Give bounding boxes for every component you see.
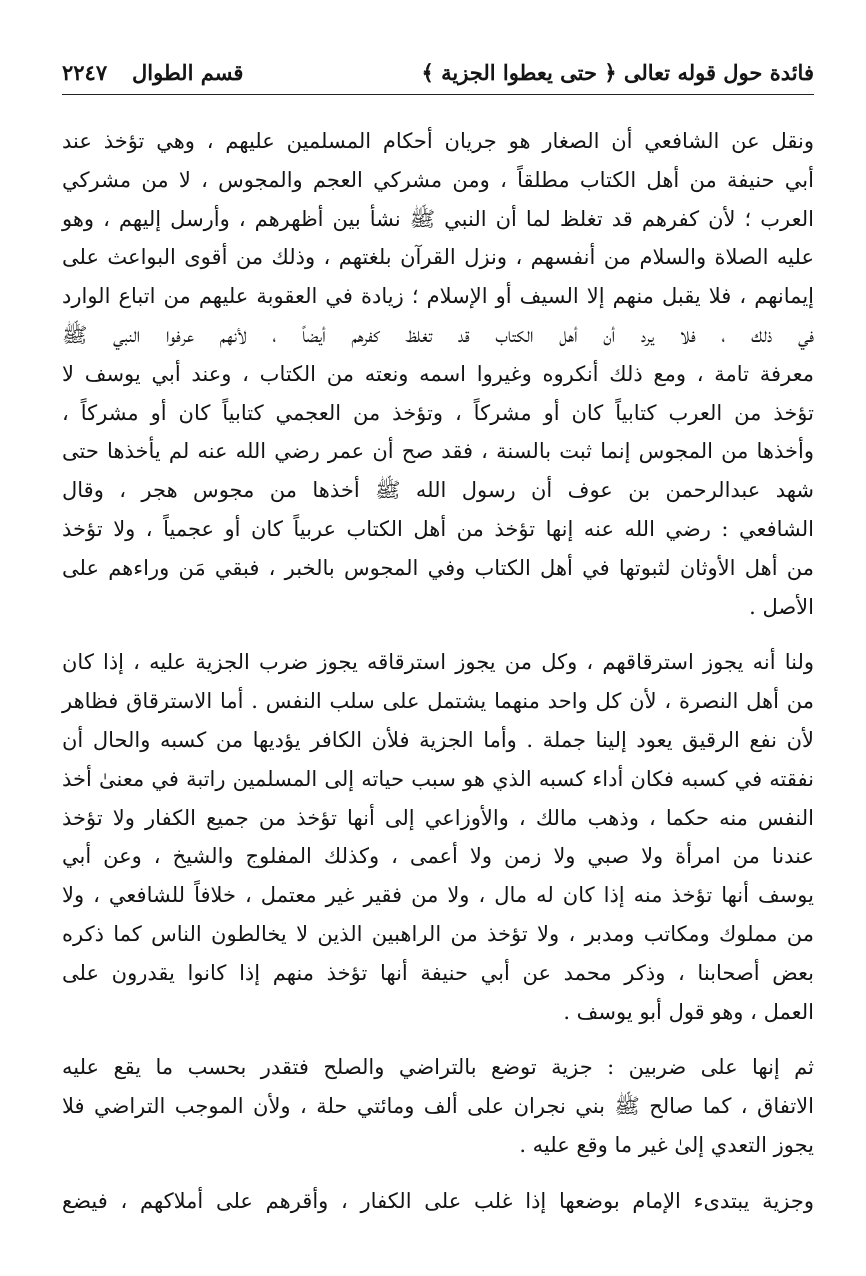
- text-line: تؤخذ من العرب كتابياً كان أو مشركاً ، وتؤخذ من العجمي كتابياً كان أو مشركاً ،: [62, 400, 814, 425]
- paragraph: [62, 122, 814, 626]
- paragraph: [62, 1182, 814, 1221]
- text-line: الاتفاق ، كما صالح ﷺ بني نجران على ألف ومائتي حلة ، ولأن الموجب التراضي فلا: [62, 1094, 814, 1119]
- text-line: في ذلك ، فلا يرد أن أهل الكتاب قد تغلظ كفرهم أيضاً ، لأنهم عرفوا النبي ﷺ: [62, 322, 814, 347]
- text-line: وأخذها من المجوس إنما ثبت بالسنة ، فقد صح أن عمر رضي الله عنه لم يأخذها حتى: [62, 439, 814, 464]
- page-number: ٢٢٤٧: [62, 60, 108, 85]
- section-name: قسم الطوال: [132, 60, 244, 85]
- text-line: ولنا أنه يجوز استرقاقهم ، وكل من يجوز استرقاقه يجوز ضرب الجزية عليه ، إذا كان: [62, 650, 814, 675]
- text-line: ونقل عن الشافعي أن الصغار هو جريان أحكام المسلمين عليهم ، وهي تؤخذ عند: [62, 129, 814, 153]
- text-line: معرفة تامة ، ومع ذلك أنكروه وغيروا اسمه ونعته من الكتاب ، وعند أبي يوسف لا: [62, 361, 814, 386]
- text-line: نفقته في كسبه فكان أداء كسبه الذي هو سبب حياته إلى المسلمين راتبة في معنىٰ أخذ: [62, 766, 814, 791]
- text-line: النفس منه حكما ، وذهب مالك ، والأوزاعي إلى أنها تؤخذ من جميع الكفار ولا تؤخذ: [62, 805, 814, 830]
- text-line: لأن نفع الرقيق يعود إلينا جملة . وأما الجزية فلأن الكافر يؤديها من كسبه والحال أن: [62, 727, 814, 752]
- text-line: وجزية يبتدىء الإمام بوضعها إذا غلب على الكفار ، وأقرهم على أملاكهم ، فيضع: [62, 1188, 814, 1213]
- text-line: شهد عبدالرحمن بن عوف أن رسول الله ﷺ أخذها من مجوس هجر ، وقال: [62, 478, 814, 503]
- text-line: الشافعي : رضي الله عنه إنها تؤخذ من أهل الكتاب عربياً كان أو عجمياً ، ولا تؤخذ: [62, 516, 814, 541]
- page-body: [62, 122, 814, 1221]
- page-header: [62, 56, 814, 92]
- text-line: عليه الصلاة والسلام من أنفسهم ، ونزل القرآن بلغتهم ، وذلك من أقوى البواعث على: [62, 245, 815, 270]
- text-line: عندنا من امرأة ولا صبي ولا زمن ولا أعمى ، وكذلك المفلوج والشيخ ، وعن أبي: [62, 844, 814, 869]
- paragraph: [62, 643, 814, 1031]
- text-line: ثم إنها على ضربين : جزية توضع بالتراضي والصلح فتقدر بحسب ما يقع عليه: [62, 1055, 814, 1080]
- text-line: العرب ؛ لأن كفرهم قد تغلظ لما أن النبي ﷺ نشأ بين أظهرهم ، وأرسل إليهم ، وهو: [62, 206, 814, 231]
- text-line: من مملوك ومكاتب ومدبر ، ولا تؤخذ من الراهبين الذين لا يخالطون الناس كما ذكره: [62, 921, 814, 946]
- text-line: الأصل .: [749, 594, 814, 619]
- paragraph: [62, 1048, 814, 1164]
- header-rule: [62, 94, 814, 95]
- text-line: أبي حنيفة من أهل الكتاب مطلقاً ، ومن مشركي العجم والمجوس ، لا من مشركي: [62, 167, 814, 192]
- text-line: يجوز التعدي إلىٰ غير ما وقع عليه .: [519, 1132, 814, 1157]
- text-line: من أهل الأوثان لثبوتها في أهل الكتاب وفي المجوس بالخبر ، فبقي مَن وراءهم على: [62, 555, 814, 580]
- running-title: فائدة حول قوله تعالى ﴿ حتى يعطوا الجزية ﴾: [421, 60, 814, 85]
- text-line: يوسف أنها تؤخذ منه إذا كان له مال ، ولا من فقير غير معتمل ، خلافاً للشافعي ، ولا: [62, 883, 814, 908]
- text-line: إيمانهم ، فلا يقبل منهم إلا السيف أو الإسلام ؛ زيادة في العقوبة عليهم من اتباع الوارد: [62, 284, 814, 309]
- text-line: العمل ، وهو قول أبو يوسف .: [563, 999, 814, 1024]
- text-line: من أهل النصرة ، لأن كل واحد منهما يشتمل على سلب النفس . أما الاسترقاق فظاهر: [62, 689, 814, 714]
- text-line: بعض أصحابنا ، وذكر محمد عن أبي حنيفة أنها تؤخذ منهم إذا كانوا يقدرون على: [62, 960, 814, 985]
